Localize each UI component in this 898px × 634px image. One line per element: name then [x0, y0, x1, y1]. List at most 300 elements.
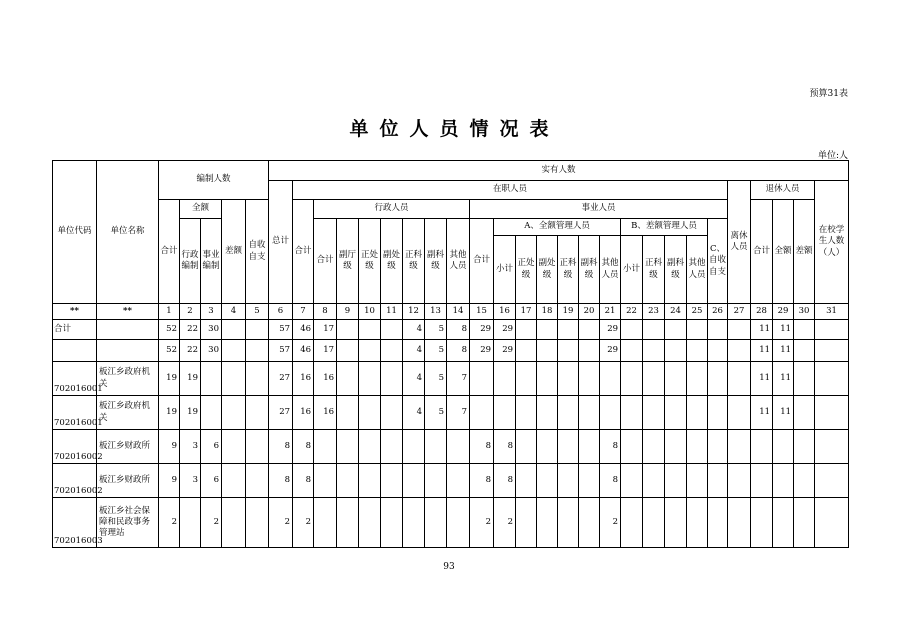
header-a-div-deputy: 副处级 [537, 236, 558, 304]
value-cell [579, 320, 600, 340]
header-sect-chief: 正科级 [403, 219, 425, 304]
column-number: 2 [180, 304, 201, 320]
header-b-sect-chief: 正科级 [643, 236, 665, 304]
value-cell [180, 498, 201, 548]
value-cell: 29 [600, 320, 621, 340]
value-cell [558, 464, 579, 498]
value-cell: 5 [425, 320, 447, 340]
value-cell [494, 362, 516, 396]
value-cell: 6 [201, 430, 222, 464]
value-cell [815, 320, 849, 340]
value-cell [815, 362, 849, 396]
header-grand-total: 总计 [269, 181, 293, 304]
value-cell [246, 362, 269, 396]
header-in-service: 在职人员 [293, 181, 728, 200]
value-cell [246, 340, 269, 362]
unit-code-cell: 702016001 [53, 396, 97, 430]
header-b-other: 其他人员 [687, 236, 708, 304]
header-career-staffing: 事业编制 [201, 219, 222, 304]
value-cell: 8 [470, 430, 494, 464]
column-number: 9 [337, 304, 359, 320]
value-cell [447, 430, 470, 464]
column-number: 3 [201, 304, 222, 320]
value-cell: 7 [447, 396, 470, 430]
value-cell [687, 320, 708, 340]
header-retired: 退休人员 [751, 181, 815, 200]
value-cell [425, 498, 447, 548]
value-cell [579, 396, 600, 430]
value-cell [708, 340, 728, 362]
value-cell [621, 396, 643, 430]
value-cell [558, 340, 579, 362]
column-number: 10 [359, 304, 381, 320]
value-cell [643, 430, 665, 464]
value-cell [516, 362, 537, 396]
value-cell [665, 464, 687, 498]
value-cell [337, 498, 359, 548]
value-cell [794, 464, 815, 498]
value-cell [516, 340, 537, 362]
value-cell [381, 396, 403, 430]
value-cell [425, 464, 447, 498]
unit-code-cell: 702016001 [53, 362, 97, 396]
value-cell [403, 498, 425, 548]
unit-code-cell [53, 340, 97, 362]
value-cell [537, 464, 558, 498]
value-cell [815, 464, 849, 498]
value-cell: 11 [751, 362, 773, 396]
column-number: 31 [815, 304, 849, 320]
header-admin-staffing: 行政编制 [180, 219, 201, 304]
value-cell [687, 362, 708, 396]
value-cell [558, 498, 579, 548]
value-cell [579, 340, 600, 362]
value-cell [359, 498, 381, 548]
value-cell [337, 362, 359, 396]
header-a-sect-deputy: 副科级 [579, 236, 600, 304]
value-cell [794, 396, 815, 430]
value-cell [687, 464, 708, 498]
value-cell [537, 396, 558, 430]
header-staffing-total: 合计 [159, 200, 180, 304]
value-cell [381, 340, 403, 362]
value-cell [665, 396, 687, 430]
value-cell: 5 [425, 362, 447, 396]
value-cell: 7 [447, 362, 470, 396]
value-cell [643, 498, 665, 548]
value-cell [470, 362, 494, 396]
column-number: 21 [600, 304, 621, 320]
header-b-sect-deputy: 副科级 [665, 236, 687, 304]
value-cell [447, 498, 470, 548]
header-sect-deputy: 副科级 [425, 219, 447, 304]
value-cell: 30 [201, 340, 222, 362]
value-cell [687, 498, 708, 548]
header-a-div-chief: 正处级 [516, 236, 537, 304]
unit-code-cell: 合计 [53, 320, 97, 340]
value-cell [222, 320, 246, 340]
value-cell [314, 498, 337, 548]
value-cell [621, 340, 643, 362]
value-cell [751, 498, 773, 548]
value-cell: 4 [403, 396, 425, 430]
value-cell: 2 [269, 498, 293, 548]
value-cell [246, 430, 269, 464]
value-cell [621, 498, 643, 548]
value-cell [337, 396, 359, 430]
value-cell [665, 320, 687, 340]
value-cell [359, 464, 381, 498]
header-career-staff: 事业人员 [470, 200, 728, 219]
column-number: 8 [314, 304, 337, 320]
value-cell: 9 [159, 464, 180, 498]
value-cell: 29 [600, 340, 621, 362]
value-cell [600, 396, 621, 430]
value-cell: 8 [447, 340, 470, 362]
header-admin-total: 合计 [314, 219, 337, 304]
table-row [53, 498, 849, 548]
value-cell: 27 [269, 396, 293, 430]
value-cell [246, 464, 269, 498]
header-students: 在校学生人数（人） [815, 181, 849, 304]
unit-code-cell: 702016002 [53, 430, 97, 464]
value-cell: 8 [600, 464, 621, 498]
value-cell: 8 [470, 464, 494, 498]
value-cell [381, 498, 403, 548]
value-cell [337, 430, 359, 464]
value-cell [794, 430, 815, 464]
unit-label: 单位:人 [817, 151, 848, 161]
header-div-deputy: 副处级 [381, 219, 403, 304]
value-cell [579, 430, 600, 464]
column-number: 7 [293, 304, 314, 320]
value-cell: 2 [293, 498, 314, 548]
value-cell [815, 396, 849, 430]
column-number: 12 [403, 304, 425, 320]
header-retired-diff: 差额 [794, 200, 815, 304]
value-cell [381, 430, 403, 464]
value-cell [794, 320, 815, 340]
value-cell [558, 320, 579, 340]
header-staffing: 编制人数 [159, 161, 269, 200]
value-cell: 16 [314, 362, 337, 396]
value-cell [494, 396, 516, 430]
value-cell [728, 464, 751, 498]
value-cell: 16 [293, 362, 314, 396]
value-cell: 52 [159, 340, 180, 362]
value-cell: 5 [425, 340, 447, 362]
value-cell: 11 [773, 340, 794, 362]
value-cell [222, 430, 246, 464]
column-number: 19 [558, 304, 579, 320]
value-cell [728, 362, 751, 396]
header-diff-funded: 差额 [222, 200, 246, 304]
value-cell: 4 [403, 340, 425, 362]
unit-name-cell: 板江乡政府机关 [97, 362, 159, 396]
value-cell [687, 396, 708, 430]
value-cell: 22 [180, 320, 201, 340]
value-cell [815, 430, 849, 464]
value-cell [773, 498, 794, 548]
value-cell [516, 396, 537, 430]
value-cell [201, 396, 222, 430]
header-actual: 实有人数 [269, 161, 849, 181]
unit-code-cell: 702016002 [53, 464, 97, 498]
value-cell: 29 [494, 340, 516, 362]
value-cell: 11 [751, 340, 773, 362]
header-self-funded: 自收自支 [246, 200, 269, 304]
value-cell [314, 430, 337, 464]
value-cell [222, 340, 246, 362]
column-number-row [53, 304, 849, 320]
value-cell [794, 362, 815, 396]
unit-name-cell [97, 320, 159, 340]
column-number: 6 [269, 304, 293, 320]
header-unit-name: 单位名称 [97, 161, 159, 304]
value-cell [537, 362, 558, 396]
table-row [53, 340, 849, 362]
value-cell [794, 498, 815, 548]
value-cell: 2 [201, 498, 222, 548]
header-div-chief: 正处级 [359, 219, 381, 304]
value-cell [751, 430, 773, 464]
value-cell [516, 498, 537, 548]
header-retired-total: 合计 [751, 200, 773, 304]
column-number: 24 [665, 304, 687, 320]
value-cell: 29 [470, 320, 494, 340]
column-number: 25 [687, 304, 708, 320]
unit-name-cell: 板江乡财政所 [97, 430, 159, 464]
value-cell [381, 320, 403, 340]
value-cell: 11 [751, 320, 773, 340]
value-cell [359, 362, 381, 396]
column-number: 26 [708, 304, 728, 320]
column-number: 1 [159, 304, 180, 320]
value-cell: 11 [751, 396, 773, 430]
value-cell [337, 464, 359, 498]
column-number: 14 [447, 304, 470, 320]
value-cell [359, 340, 381, 362]
value-cell: 27 [269, 362, 293, 396]
value-cell: 19 [180, 362, 201, 396]
value-cell [773, 464, 794, 498]
column-number: 15 [470, 304, 494, 320]
header-in-service-total: 合计 [293, 200, 314, 304]
value-cell [201, 362, 222, 396]
value-cell [222, 464, 246, 498]
column-number: 17 [516, 304, 537, 320]
column-number: 30 [794, 304, 815, 320]
value-cell: 3 [180, 430, 201, 464]
value-cell: 16 [314, 396, 337, 430]
value-cell [687, 430, 708, 464]
header-a-other: 其他人员 [600, 236, 621, 304]
value-cell: 4 [403, 320, 425, 340]
column-number: 16 [494, 304, 516, 320]
value-cell [403, 430, 425, 464]
page-number: 93 [443, 562, 455, 572]
value-cell: 19 [180, 396, 201, 430]
value-cell [337, 320, 359, 340]
value-cell [621, 362, 643, 396]
value-cell: 11 [773, 320, 794, 340]
value-cell: 4 [403, 362, 425, 396]
value-cell [381, 464, 403, 498]
value-cell [751, 464, 773, 498]
value-cell: 11 [773, 362, 794, 396]
value-cell [558, 396, 579, 430]
value-cell: 8 [293, 430, 314, 464]
value-cell [708, 430, 728, 464]
header-subtotal-b: 小计 [621, 236, 643, 304]
value-cell [773, 430, 794, 464]
value-cell: 16 [293, 396, 314, 430]
value-cell [470, 396, 494, 430]
table-row-total [53, 320, 849, 340]
unit-code-cell: 702016003 [53, 498, 97, 548]
value-cell: 19 [159, 362, 180, 396]
header-full-mgmt: A、全额管理人员 [494, 219, 621, 236]
column-number: ** [97, 304, 159, 320]
header-retired-cadre: 离休人员 [728, 181, 751, 304]
value-cell [537, 340, 558, 362]
value-cell [558, 362, 579, 396]
value-cell [537, 430, 558, 464]
personnel-table [52, 160, 849, 548]
value-cell: 29 [470, 340, 494, 362]
column-number: 23 [643, 304, 665, 320]
value-cell: 5 [425, 396, 447, 430]
value-cell: 3 [180, 464, 201, 498]
header-diff-mgmt: B、差额管理人员 [621, 219, 708, 236]
value-cell: 8 [293, 464, 314, 498]
value-cell: 57 [269, 320, 293, 340]
value-cell [643, 464, 665, 498]
value-cell [815, 498, 849, 548]
value-cell [621, 464, 643, 498]
value-cell [314, 464, 337, 498]
value-cell: 46 [293, 340, 314, 362]
value-cell: 2 [470, 498, 494, 548]
value-cell [708, 464, 728, 498]
unit-name-cell: 板江乡财政所 [97, 464, 159, 498]
page-title: 单位人员情况表 [349, 118, 560, 140]
table-row [53, 362, 849, 396]
value-cell [516, 430, 537, 464]
value-cell [728, 430, 751, 464]
value-cell [728, 340, 751, 362]
value-cell [728, 498, 751, 548]
value-cell: 8 [494, 430, 516, 464]
value-cell: 57 [269, 340, 293, 362]
value-cell: 6 [201, 464, 222, 498]
form-number: 预算31表 [809, 89, 848, 99]
value-cell [579, 464, 600, 498]
value-cell [643, 320, 665, 340]
value-cell [516, 464, 537, 498]
value-cell [359, 396, 381, 430]
value-cell [600, 362, 621, 396]
table-row [53, 464, 849, 498]
value-cell [359, 320, 381, 340]
value-cell: 2 [159, 498, 180, 548]
value-cell [621, 320, 643, 340]
value-cell [708, 498, 728, 548]
value-cell: 17 [314, 340, 337, 362]
header-full-funded: 全额 [180, 200, 222, 219]
value-cell [537, 320, 558, 340]
value-cell: 22 [180, 340, 201, 362]
value-cell [359, 430, 381, 464]
table-row [53, 396, 849, 430]
header-a-sect-chief: 正科级 [558, 236, 579, 304]
value-cell [665, 340, 687, 362]
value-cell [665, 430, 687, 464]
unit-name-cell [97, 340, 159, 362]
column-number: 13 [425, 304, 447, 320]
value-cell [708, 362, 728, 396]
value-cell [708, 396, 728, 430]
value-cell [794, 340, 815, 362]
header-unit-code: 单位代码 [53, 161, 97, 304]
value-cell [815, 340, 849, 362]
value-cell [222, 498, 246, 548]
value-cell [643, 396, 665, 430]
value-cell [643, 340, 665, 362]
value-cell: 9 [159, 430, 180, 464]
value-cell [381, 362, 403, 396]
value-cell: 2 [494, 498, 516, 548]
column-number: 18 [537, 304, 558, 320]
value-cell [246, 320, 269, 340]
column-number: 29 [773, 304, 794, 320]
header-career-total: 合计 [470, 219, 494, 304]
unit-name-cell: 板江乡社会保障和民政事务管理站 [97, 498, 159, 548]
value-cell [579, 362, 600, 396]
value-cell: 8 [447, 320, 470, 340]
value-cell [665, 498, 687, 548]
value-cell [728, 320, 751, 340]
header-c-self: C、自收自支 [708, 219, 728, 304]
value-cell: 8 [269, 464, 293, 498]
unit-name-cell: 板江乡政府机关 [97, 396, 159, 430]
column-number: ** [53, 304, 97, 320]
column-number: 28 [751, 304, 773, 320]
value-cell: 2 [600, 498, 621, 548]
value-cell: 8 [494, 464, 516, 498]
value-cell: 52 [159, 320, 180, 340]
column-number: 5 [246, 304, 269, 320]
value-cell [708, 320, 728, 340]
value-cell [425, 430, 447, 464]
value-cell [447, 464, 470, 498]
value-cell: 30 [201, 320, 222, 340]
column-number: 22 [621, 304, 643, 320]
value-cell [537, 498, 558, 548]
value-cell [621, 430, 643, 464]
value-cell: 8 [600, 430, 621, 464]
value-cell [246, 396, 269, 430]
column-number: 27 [728, 304, 751, 320]
value-cell [558, 430, 579, 464]
value-cell: 11 [773, 396, 794, 430]
column-number: 20 [579, 304, 600, 320]
value-cell [728, 396, 751, 430]
value-cell: 19 [159, 396, 180, 430]
value-cell [337, 340, 359, 362]
value-cell [516, 320, 537, 340]
column-number: 4 [222, 304, 246, 320]
